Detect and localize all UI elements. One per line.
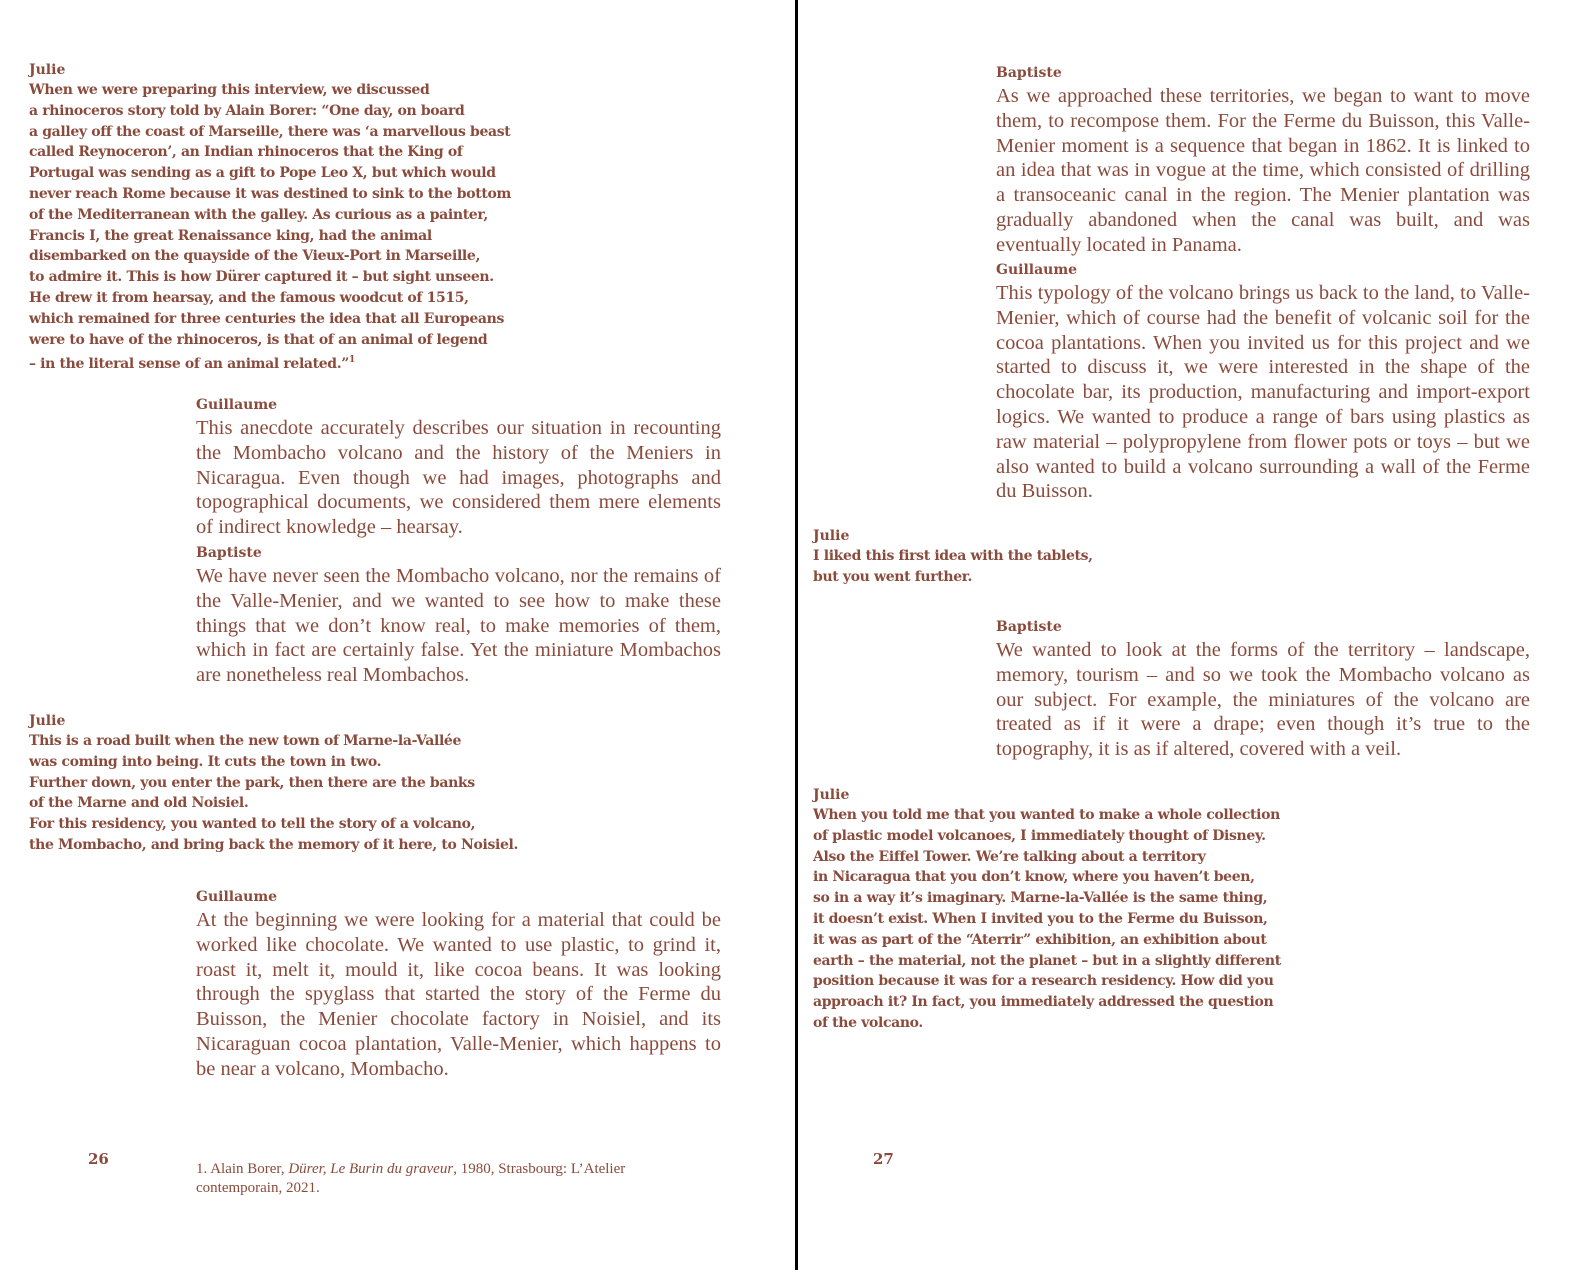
speaker-name: Julie (29, 62, 66, 78)
baptiste-answer-3 (996, 617, 1530, 762)
guillaume-answer-2 (196, 887, 721, 1082)
speaker-name: Baptiste (196, 545, 262, 561)
speaker-name: Guillaume (196, 889, 278, 905)
julie-question-2 (29, 711, 549, 856)
right-page (798, 0, 1594, 1270)
speaker-name: Julie (29, 713, 66, 729)
question-text: This is a road built when the new town of Marne-la-Vallée was coming into being. It cuts the town in two. Further down, you enter the park, then there are the banks of the Marne and old Noisiel. For this residency, you wanted to tell the story of a volcano, the Mombacho, and bring back the memory of it here, to Noisiel. (29, 733, 518, 853)
footnote-title: Dürer, Le Burin du graveur (288, 1161, 454, 1177)
page-number: 27 (873, 1150, 894, 1168)
baptiste-answer-2 (996, 63, 1530, 258)
left-page (0, 0, 795, 1270)
speaker-name: Guillaume (196, 397, 278, 413)
footnote-number: 1. (196, 1161, 208, 1177)
answer-text: At the beginning we were looking for a material that could be worked like chocolate. We wanted to use plastic, to grind it, roast it, melt it, mould it, like cocoa beans. It was looking through the spyglass that started the story of the Ferme du Buisson, the Menier chocolate factory in Noisiel, and its Nicaraguan cocoa plantation, Valle-Menier, which happens to be near a volcano, Mombacho. (196, 909, 721, 1080)
speaker-name: Baptiste (996, 65, 1062, 81)
answer-text: We wanted to look at the forms of the territory – landscape, memory, tourism – and so we took the Mombacho volcano as our subject. For example, the miniatures of the volcano are treated as if it were a drape; even though it’s true to the topography, it is as if altered, covered with a veil. (996, 639, 1530, 761)
question-text: When you told me that you wanted to make a whole collection of plastic model volcanoes, I immediately thought of Disney. Also the Eiffel Tower. We’re talking about a territory in Nicaragua that you don’t know, where you haven’t been, so in a way it’s imaginary. Marne-la-Vallée is the same thing, it doesn’t exist. When I invited you to the Ferme du Buisson, it was as part of the “Aterrir” exhibition, an exhibition about earth – the material, not the planet – but in a slightly different position because it was for a research residency. How did you approach it? In fact, you immediately addressed the question of the volcano. (813, 807, 1281, 1031)
julie-question-4 (813, 785, 1333, 1034)
julie-question-3 (813, 526, 1293, 588)
speaker-name: Julie (813, 528, 850, 544)
julie-question-1 (29, 60, 549, 375)
footnote-details: , 1980, Strasbourg: L’Atelier contemporain, 2021. (196, 1161, 626, 1196)
baptiste-answer-1 (196, 543, 721, 688)
speaker-name: Julie (813, 787, 850, 803)
question-text: I liked this first idea with the tablets, but you went further. (813, 548, 1093, 585)
footnote-ref[interactable]: 1 (348, 355, 355, 366)
answer-text: This typology of the volcano brings us back to the land, to Valle-Menier, which of course had the benefit of volcanic soil for the cocoa plantations. When you invited us for this project and we started to discuss it, we were interested in the shape of the chocolate bar, its production, manufacturing and import-export logics. We wanted to produce a range of bars using plastics as raw material – polypropylene from flower pots or toys – but we also wanted to build a volcano surrounding a wall of the Ferme du Buisson. (996, 282, 1530, 503)
question-text: When we were preparing this interview, we discussed a rhinoceros story told by Alain Borer: “One day, on board a galley off the coast of Marseille, there was ‘a marvellous beast called Reynoceron’, an Indian rhinoceros that the King of Portugal was sending as a gift to Pope Leo X, but which would never reach Rome because it was destined to sink to the bottom of the Mediterranean with the galley. As curious as a painter, Francis I, the great Renaissance king, had the animal disembarked on the quayside of the Vieux-Port in Marseille, to admire it. This is how Dürer captured it – but sight unseen. He drew it from hearsay, and the famous woodcut of 1515, which remained for three centuries the idea that all Europeans were to have of the rhinoceros, is that of an animal of legend – in the literal sense of an animal related.” (29, 82, 511, 373)
answer-text: As we approached these territories, we began to want to move them, to recompose them. For the Ferme du Buisson, this Valle-Menier moment is a sequence that began in 1862. It is linked to an idea that was in vogue at the time, which consisted of drilling a transoceanic canal in the region. The Menier plantation was gradually abandoned when the canal was built, and was eventually located in Panama. (996, 85, 1530, 256)
speaker-name: Guillaume (996, 262, 1078, 278)
answer-text: We have never seen the Mombacho volcano, nor the remains of the Valle-Menier, and we wanted to see how to make these things that we don’t know real, to make memories of them, which in fact are certainly false. Yet the miniature Mombachos are nonetheless real Mombachos. (196, 565, 721, 687)
answer-text: This anecdote accurately describes our situation in recounting the Mombacho volcano and the history of the Meniers in Nicaragua. Even though we had images, photographs and topographical documents, we considered them mere elements of indirect knowledge – hearsay. (196, 417, 721, 539)
guillaume-answer-3 (996, 260, 1530, 504)
guillaume-answer-1 (196, 395, 721, 540)
speaker-name: Baptiste (996, 619, 1062, 635)
footnote (196, 1160, 656, 1198)
page-number: 26 (88, 1150, 109, 1168)
footnote-author: Alain Borer, (210, 1161, 285, 1177)
